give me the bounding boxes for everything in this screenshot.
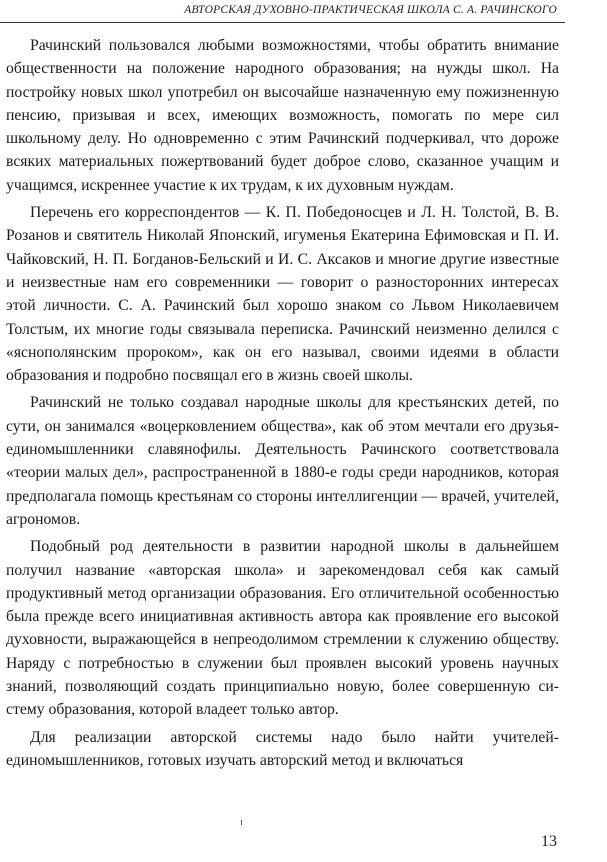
paragraph: Подобный род деятельности в развитии народной школы в дальнейшем получил название «авторская школа» и зарекомендовал себя как самый продуктивный метод организации образования. Его отличительной особенностью была прежде всего инициативная активность автора как проявление его высокой духовности, выражающейся в непреодолимом стремлении к служению обществу. Наряду с потребностью в служении был проявлен высокий уровень научных знаний, позволяющий создать принципиально новую, более совершенную систему образования, которой владеет только автор.: [6, 538, 559, 719]
paragraph: Рачинский пользовался любыми возможностями, чтобы обратить внимание общественности на положение народного образования; на нужды школ. На постройку новых школ употребил он высочайше назначенную ему пожизненную пенсию, призывая и всех, имеющих возможность, помогать по мере сил школьному делу. Но одновременно с этим Рачинский подчеркивал, что дороже всяких материальных пожертвований будет доброе слово, сказанное учащим и учащимся, искреннее участие к их трудам, к их духовным нуждам.: [6, 37, 559, 194]
paragraph: Перечень его корреспондентов — К. П. Победоносцев и Л. Н. Толстой, В. В. Розанов и святитель Николай Японский, игуменья Екатерина Ефимовская и П. И. Чайковский, Н. П. Богданов-Бельский и И. С. Аксаков и многие другие известные и неизвестные нам его современники — говорит о разносторонних интересах этой личности. С. А. Рачинский был хорошо знаком со Львом Николаевичем Толстым, их многие годы связывала переписка. Рачинский неизменно делился с «яснополянским пророком», как он его называл, своими идеями в области образования и подробно посвящал его в жизнь своей школы.: [6, 204, 559, 385]
running-head: АВТОРСКАЯ ДУХОВНО-ПРАКТИЧЕСКАЯ ШКОЛА С. А. РАЧИНСКОГО: [184, 4, 557, 16]
paragraph: Для реализации авторской системы надо было найти учителей-единомышленников, готовых изучать авторский метод и включаться: [6, 728, 559, 769]
body-text: [6, 34, 559, 776]
page-number: 13: [541, 833, 557, 850]
scan-speck: [241, 820, 242, 825]
header-rule: [0, 22, 565, 23]
paragraph: Рачинский не только создавал народные школы для крестьянских детей, по сути, он занимался «воцерковлением общества», как об этом мечтали его друзья-единомышленники славянофилы. Деятельность Рачинского соответствовала «теории малых дел», распространенной в 1880-е годы среди народников, которая предполагала помощь крестьянам со стороны интеллигенции — врачей, учителей, агрономов.: [6, 394, 559, 528]
